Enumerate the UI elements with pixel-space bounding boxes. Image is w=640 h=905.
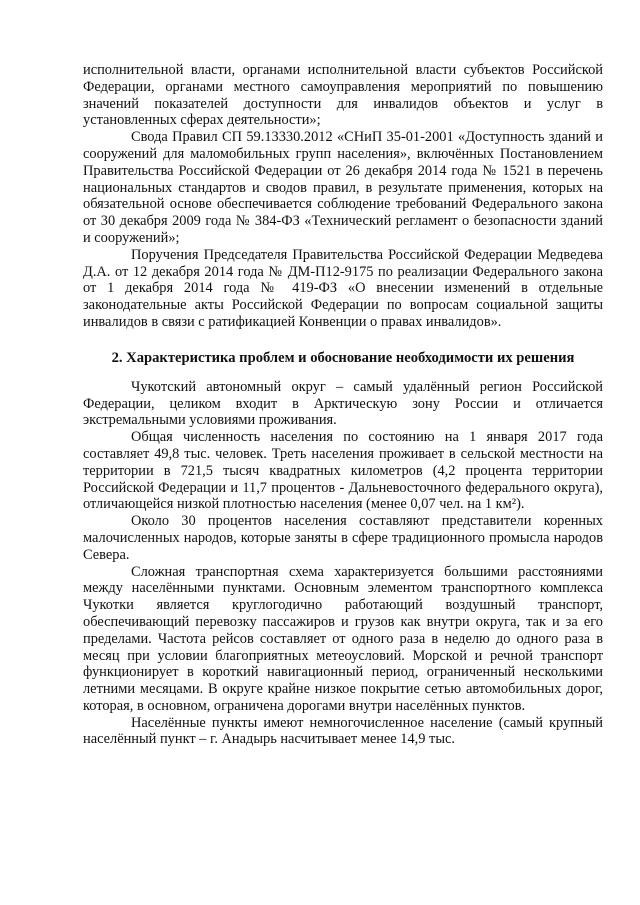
- paragraph-transport: Сложная транспортная схема характеризуется большими расстояниями между населёнными пунктами. Основным элементом транспортного комплекса Чукотки является круглогодично работающий воздушный транспорт, обеспечивающий перевозку пассажиров и грузов как внутри округа, так и за его пределами. Частота рейсов составляет от одного раза в неделю до одного раза в месяц при условии благоприятных метеоусловий. Морской и речной транспорт функционирует в короткий навигационный период, ограниченный несколькими летними месяцами. В округе крайне низкое покрытие сетью автомобильных дорог, которая, в основном, ограничена дорогами внутри населённых пунктов.: [83, 563, 603, 714]
- paragraph-region: Чукотский автономный округ – самый удалённый регион Российской Федерации, целиком входит в Арктическую зону России и отличается экстремальными условиями проживания.: [83, 378, 603, 429]
- paragraph-settlements: Населённые пункты имеют немногочисленное население (самый крупный населённый пункт – г. Анадырь насчитывает менее 14,9 тыс.: [83, 714, 603, 748]
- paragraph-population: Общая численность населения по состоянию на 1 января 2017 года составляет 49,8 тыс. человек. Треть населения проживает в сельской местности на территории в 721,5 тысяч квадратных километров (4,2 процента территории Российской Федерации и 11,7 процентов - Дальневосточного федерального округа), отличающейся низкой плотностью населения (менее 0,07 чел. на 1 км²).: [83, 429, 603, 513]
- paragraph-porucheniya: Поручения Председателя Правительства Российской Федерации Медведева Д.А. от 12 декабря 2014 года № ДМ-П12-9175 по реализации Федерального закона от 1 декабря 2014 года № 419-ФЗ «О внесении изменений в отдельные законодательные акты Российской Федерации по вопросам социальной защиты инвалидов в связи с ратификацией Конвенции о правах инвалидов».: [83, 246, 603, 330]
- paragraph-svod-pravil: Свода Правил СП 59.13330.2012 «СНиП 35-01-2001 «Доступность зданий и сооружений для маломобильных групп населения», включённых Постановлением Правительства Российской Федерации от 26 декабря 2014 года № 1521 в перечень национальных стандартов и сводов правил, в результате применения, которых на обязательной основе обеспечивается соблюдение требований Федерального закона от 30 декабря 2009 года № 384-ФЗ «Технический регламент о безопасности зданий и сооружений»;: [83, 129, 603, 246]
- paragraph-continuation: исполнительной власти, органами исполнительной власти субъектов Российской Федерации, органами местного самоуправления мероприятий по повышению значений показателей доступности для инвалидов объектов и услуг в установленных сферах деятельности»;: [83, 62, 603, 129]
- paragraph-indigenous: Около 30 процентов населения составляют представители коренных малочисленных народов, которые заняты в сфере традиционного промысла народов Севера.: [83, 513, 603, 563]
- document-page: [83, 62, 603, 748]
- section-heading: 2. Характеристика проблем и обоснование необходимости их решения: [111, 349, 575, 366]
